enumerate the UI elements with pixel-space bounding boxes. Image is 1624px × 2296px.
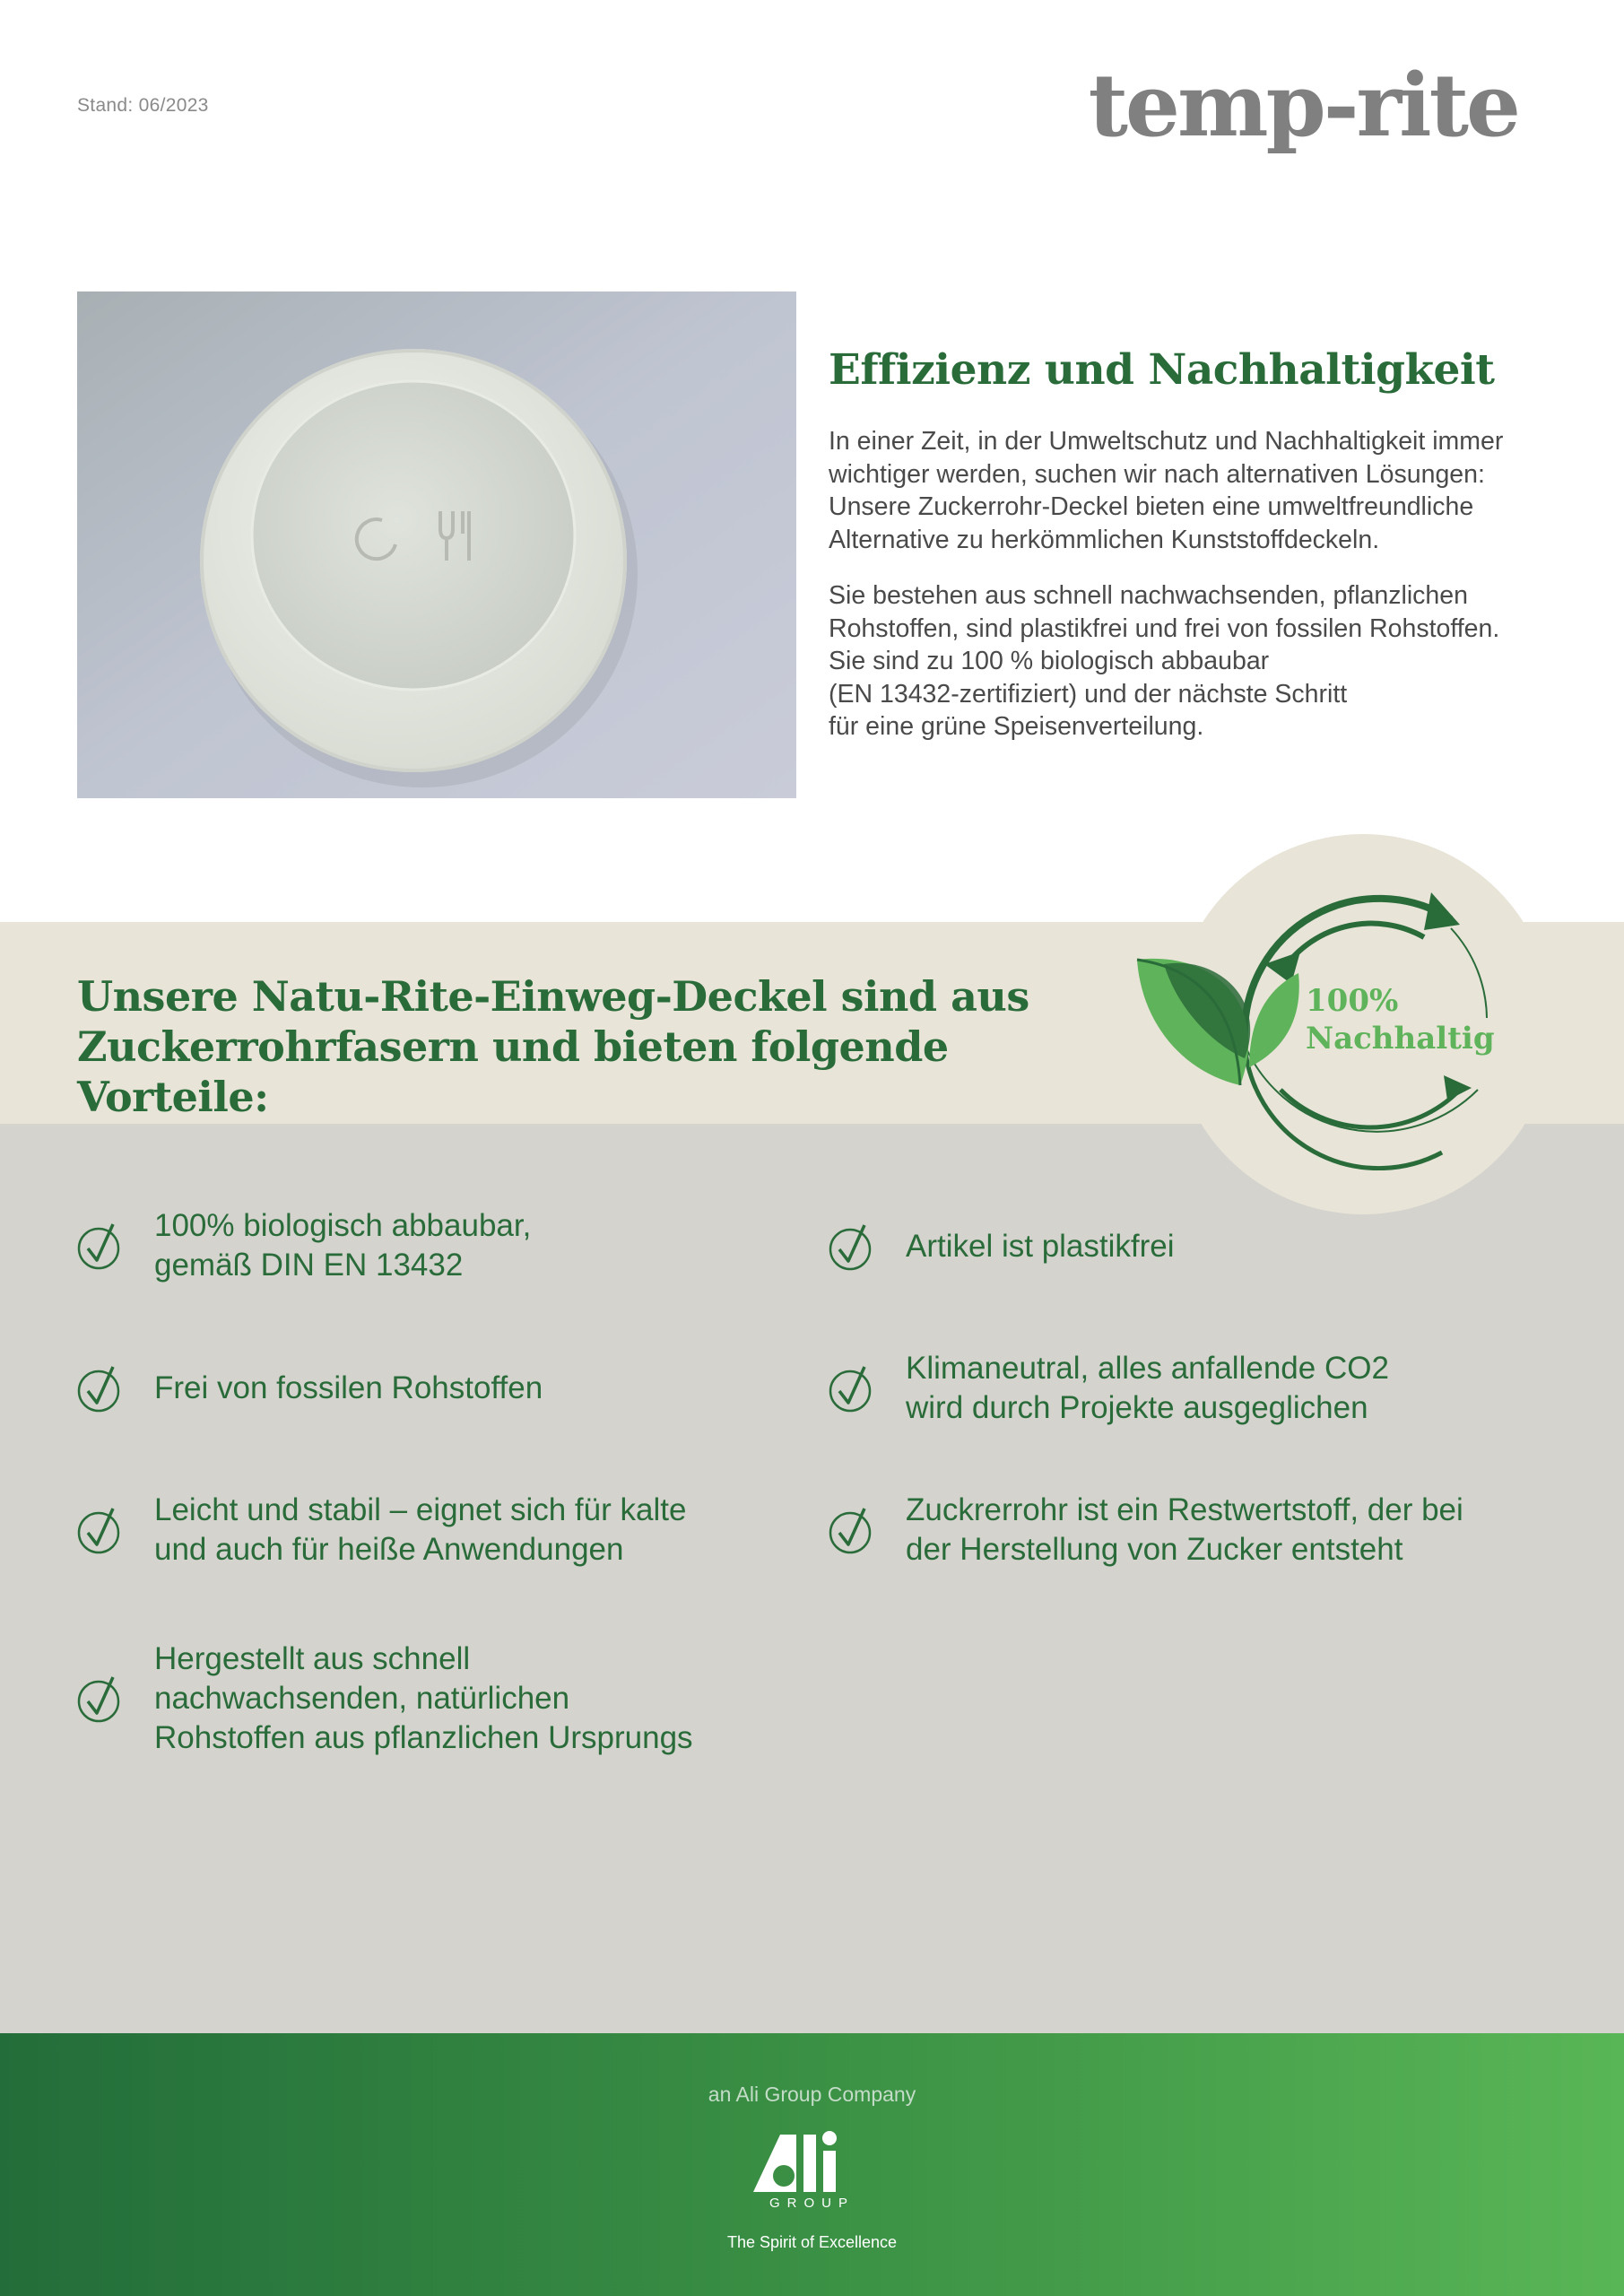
benefit-item	[829, 1222, 1492, 1272]
leaf-icon	[1137, 959, 1299, 1085]
benefit-item	[77, 1363, 741, 1413]
benefit-item	[829, 1491, 1492, 1570]
footer-group: GROUP	[769, 2196, 855, 2211]
check-circle-icon	[829, 1363, 875, 1413]
benefit-text: Hergestellt aus schnell nachwachsenden, natürlichen Rohstoffen aus pflanzlichen Ursprungs	[154, 1641, 693, 1755]
benefit-item	[77, 1206, 741, 1285]
check-circle-icon	[829, 1222, 875, 1272]
benefit-text: Artikel ist plastikfrei	[906, 1229, 1175, 1264]
benefit-item	[77, 1639, 741, 1758]
check-circle-icon	[829, 1505, 875, 1555]
check-circle-icon	[77, 1221, 124, 1271]
badge-line-1: 100%	[1306, 983, 1399, 1019]
benefit-text: Leicht und stabil – eignet sich für kalte und auch für heiße Anwendungen	[154, 1492, 687, 1567]
benefit-text: Frei von fossilen Rohstoffen	[154, 1370, 543, 1405]
badge-label	[1306, 982, 1495, 1057]
benefit-item	[77, 1491, 741, 1570]
benefit-text: Zuckrerrohr ist ein Restwertstoff, der bei der Herstellung von Zucker entsteht	[906, 1492, 1463, 1567]
intro-paragraph-2: Sie bestehen aus schnell nachwachsenden, pflanzlichen Rohstoffen, sind plastikfrei und frei von fossilen Rohstoffen. Sie sind zu 100 % biologisch abbaubar (EN 13432-zertifiziert) und der nächste Schritt für eine grüne Speisenverteilung.	[829, 581, 1500, 741]
stand-date: Stand: 06/2023	[77, 95, 209, 116]
benefits-title: Unsere Natu-Rite-Einweg-Deckel sind aus Zuckerrohrfasern und bieten folgende Vorteile:	[77, 972, 1029, 1121]
badge-line-2: Nachhaltig	[1306, 1021, 1495, 1057]
product-photo	[77, 291, 796, 798]
check-circle-icon	[77, 1363, 124, 1413]
footer-company: an Ali Group Company	[708, 2083, 916, 2106]
benefit-text: Klimaneutral, alles anfallende CO2 wird durch Projekte ausgeglichen	[906, 1351, 1389, 1425]
footer-slogan: The Spirit of Excellence	[726, 2233, 898, 2251]
check-circle-icon	[77, 1674, 124, 1724]
temp-rite-logo: temp-rite	[1088, 55, 1518, 156]
intro-title: Effizienz und Nachhaltigkeit	[829, 345, 1495, 395]
check-circle-icon	[77, 1505, 124, 1555]
benefit-text: 100% biologisch abbaubar, gemäß DIN EN 13432	[154, 1208, 532, 1283]
benefit-item	[829, 1349, 1492, 1428]
intro-paragraph-1: In einer Zeit, in der Umweltschutz und Nachhaltigkeit immer wichtiger werden, suchen wir nach alternativen Lösungen: Unsere Zuckerrohr-Deckel bieten eine umweltfreundliche Alternative zu herkömmlichen Kunststoffdeckeln.	[829, 427, 1504, 554]
